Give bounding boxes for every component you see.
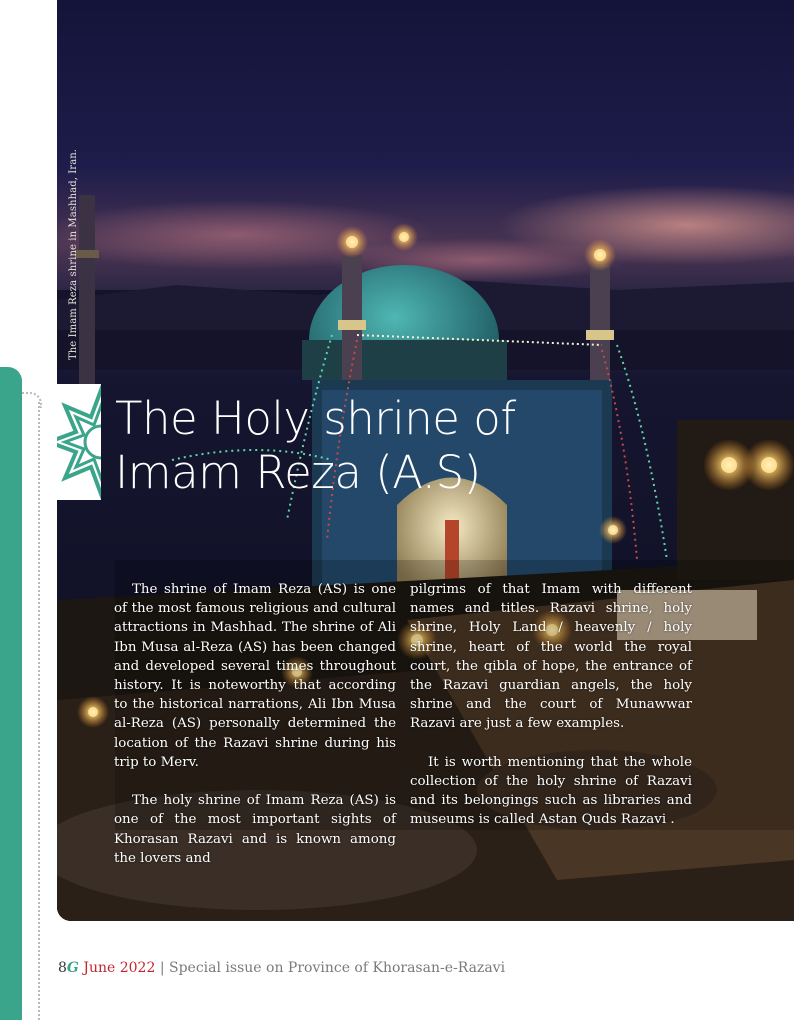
dotted-guide-line bbox=[38, 402, 40, 1020]
magazine-logo-icon: G bbox=[66, 960, 79, 976]
footer-separator: | bbox=[159, 960, 165, 976]
left-paragraph-1: The shrine of Imam Reza (AS) is one of the most famous religious and cultural attractions in Mashhad. The shrine of Ali Ibn Musa al-Reza (AS) has been changed and developed several times throughout history. It is noteworthy that according to the historical narrations, Ali Ibn Musa al-Reza (AS) personally determined the location of the Razavi shrine during his trip to Merv. bbox=[114, 582, 396, 770]
page-number: 8 bbox=[58, 960, 67, 976]
page-footer bbox=[58, 960, 505, 976]
photo-caption: The Imam Reza shrine in Mashhad, Iran. bbox=[68, 148, 79, 360]
right-paragraph-1: pilgrims of that Imam with different names and titles. Razavi shrine, holy shrine, Holy Land / heavenly / holy shrine, heart of the world the royal court, the qibla of hope, the entrance of the Razavi guardian angels, the holy shrine and the court of Munawwar Razavi are just a few examples. bbox=[410, 582, 692, 732]
article-title bbox=[115, 392, 555, 500]
issue-date: June 2022 bbox=[83, 960, 156, 976]
side-accent-bar bbox=[0, 367, 22, 1020]
issue-title: Special issue on Province of Khorasan-e-Razavi bbox=[168, 960, 506, 976]
star-ornament-icon bbox=[57, 384, 101, 500]
article-column-left bbox=[114, 580, 396, 887]
right-paragraph-2: It is worth mentioning that the whole collection of the holy shrine of Razavi and its belongings such as libraries and museums is called Astan Quds Razavi . bbox=[410, 754, 692, 828]
title-line-1: The Holy shrine of bbox=[115, 392, 516, 445]
title-line-2: Imam Reza (A.S) bbox=[115, 446, 481, 499]
logo-box bbox=[57, 384, 101, 500]
article-column-right bbox=[410, 580, 692, 849]
left-paragraph-2: The holy shrine of Imam Reza (AS) is one of the most important sights of Khorasan Razavi and is known among the lovers and bbox=[114, 793, 396, 866]
